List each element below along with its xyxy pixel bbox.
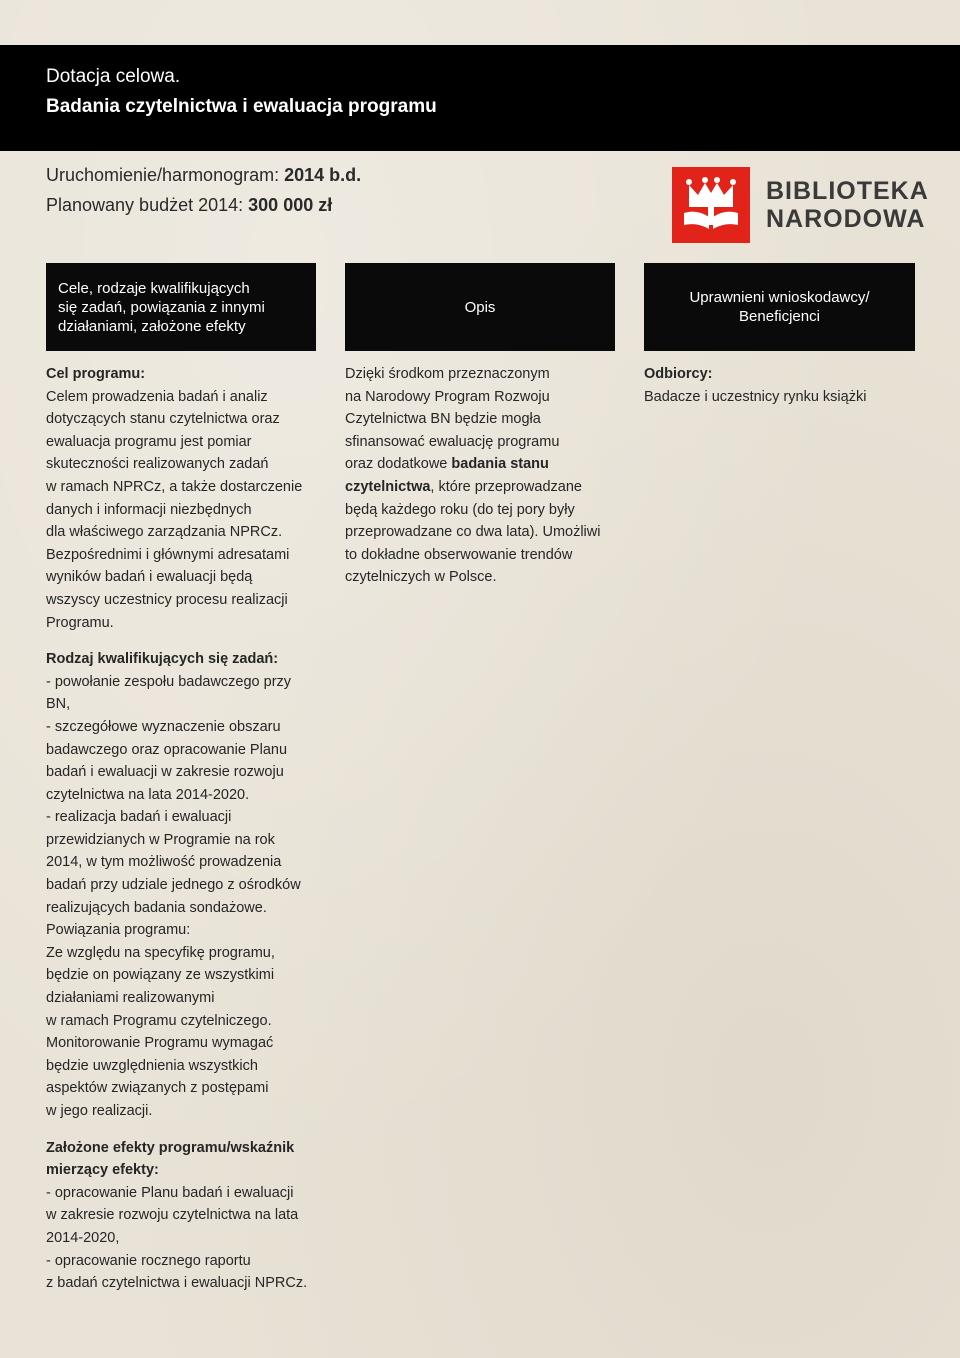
budget-value: 300 000 zł [248, 195, 333, 215]
goal-title: Cel programu: [46, 366, 146, 382]
crown-book-icon [672, 167, 750, 243]
logo-line-2: NARODOWA [766, 205, 926, 233]
column-goals [46, 363, 336, 1295]
schedule-value: 2014 b.d. [284, 165, 362, 185]
description-text-b: , które przeprowadzane będą każdego roku (do tej pory były przeprowadzane co dwa lata). Umożliwi to dokładne obserwowanie trendów czytelniczych w Polsce. [345, 478, 601, 586]
column-header-beneficiaries-label: Uprawnieni wnioskodawcy/ Beneficjenci [689, 289, 870, 325]
goal-text: Celem prowadzenia badań i analiz dotyczących stanu czytelnictwa oraz ewaluacja programu jest pomiar skuteczności realizowanych zadań w ramach NPRCz, a także dostarczenie danych i informacji niezbędnych dla właściwego zarządzania NPRCz. Bezpośrednimi i głównymi adresatami wyników badań i ewaluacji będą wszyscy uczestnicy procesu realizacji Programu. [46, 388, 303, 631]
description-text [345, 363, 635, 589]
schedule-label: Uruchomienie/harmonogram: [46, 165, 285, 185]
column-header-description-label: Opis [464, 298, 496, 316]
header-subtitle: Dotacja celowa. [46, 66, 181, 87]
column-description [345, 363, 635, 589]
page-title: Badania czytelnictwa i ewaluacja programu [46, 96, 437, 117]
header-banner [0, 45, 960, 151]
recipients-title: Odbiorcy: [644, 366, 713, 382]
description-bold: badania stanu czytelnictwa [345, 456, 549, 495]
column-header-goals [46, 263, 316, 351]
tasks-title: Rodzaj kwalifikujących się zadań: [46, 651, 279, 668]
column-header-goals-label: Cele, rodzaje kwalifikujących się zadań, powiązania z innymi działaniami, założone efekty [58, 279, 265, 335]
logo-line-1: BIBLIOTEKA [766, 177, 929, 205]
effects-title: Założone efekty programu/wskaźnik mierzący efekty: [46, 1139, 295, 1179]
column-header-beneficiaries [644, 263, 915, 351]
recipients-text: Badacze i uczestnicy rynku książki [644, 388, 867, 405]
column-beneficiaries [644, 363, 924, 408]
column-header-description [345, 263, 615, 351]
budget-line [46, 195, 332, 216]
schedule-line [46, 165, 361, 186]
logo-wordmark [766, 177, 929, 233]
tasks-text: - powołanie zespołu badawczego przy BN, - szczegółowe wyznaczenie obszaru badawczego oraz opracowanie Planu badań i ewaluacji w zakresie rozwoju czytelnictwa na lata 2014-2020. - realizacja badań i ewaluacji przewidzianych w Programie na rok 2014, w tym możliwość prowadzenia badań przy udziale jednego z ośrodków realizujących badania sondażowe. Powiązania programu: Ze względu na specyfikę programu, będzie on powiązany ze wszystkimi działaniami realizowanymi w ramach Programu czytelniczego. Monitorowanie Programu wymagać będzie uwzględnienia wszystkich aspektów związanych z postępami w jego realizacji. [46, 673, 301, 1119]
budget-label: Planowany budżet 2014: [46, 195, 249, 215]
effects-text: - opracowanie Planu badań i ewaluacji w zakresie rozwoju czytelnictwa na lata 2014-2020, - opracowanie rocznego raportu z badań czytelnictwa i ewaluacji NPRCz. [46, 1184, 308, 1292]
description-text-a: Dzięki środkom przeznaczonym na Narodowy Program Rozwoju Czytelnictwa BN będzie mogła sfinansować ewaluację programu oraz dodatkowe [345, 366, 560, 473]
